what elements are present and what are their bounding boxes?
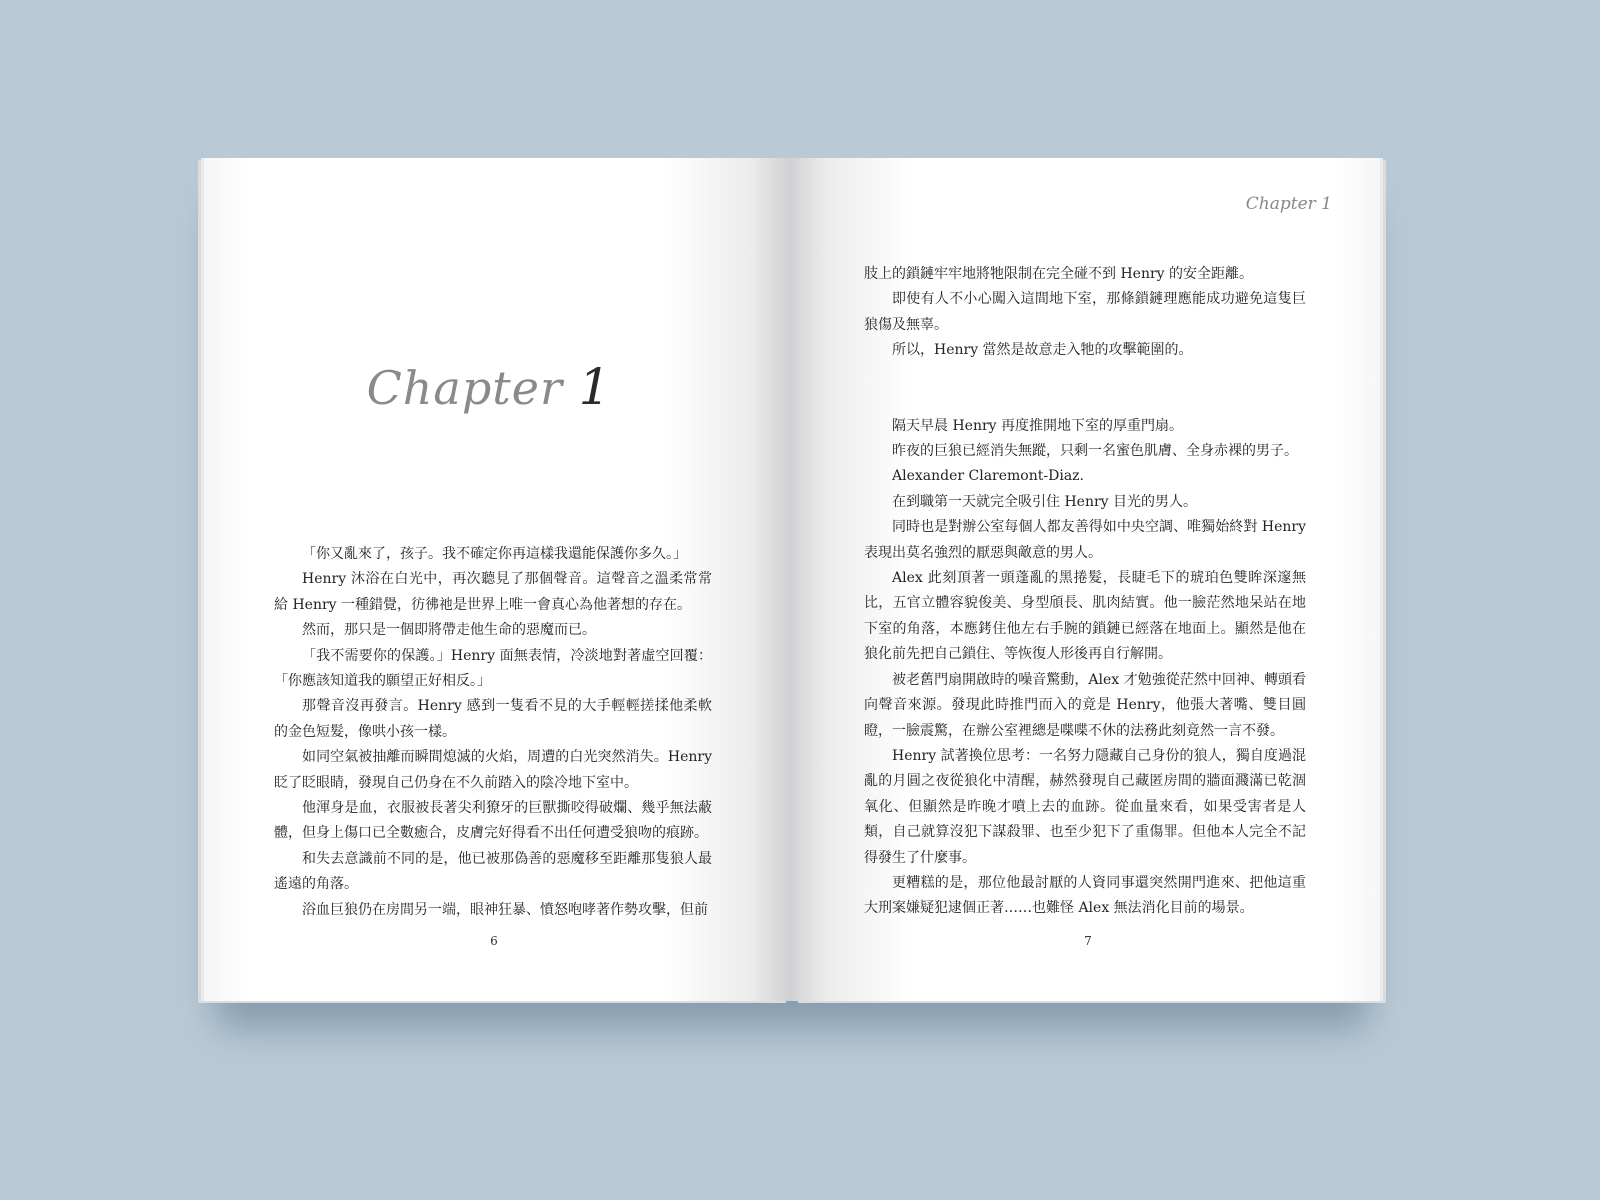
paragraph: 如同空氣被抽離而瞬間熄滅的火焰，周遭的白光突然消失。Henry 眨了眨眼睛，發現自己仍身在不久前踏入的陰冷地下室中。 [274,749,712,791]
paragraph: Henry 試著換位思考：一名努力隱藏自己身份的狼人，獨自度過混亂的月圓之夜從狼化中清醒，赫然發現自己藏匿房間的牆面濺滿已乾涸氧化、但顯然是昨晚才噴上去的血跡。從血量來看，如果受害者是人類，自己就算沒犯下謀殺罪、也至少犯下了重傷罪。但他本人完全不記得發生了什麼事。 [864,747,1306,866]
running-head: Chapter 1 [1245,194,1332,214]
paragraph: 同時也是對辦公室每個人都友善得如中央空調、唯獨始終對 Henry 表現出莫名強烈的厭惡與敵意的男人。 [864,519,1306,561]
paragraph: 在到職第一天就完全吸引住 Henry 目光的男人。 [892,493,1198,510]
paragraph: Alex 此刻頂著一頭蓬亂的黑捲髮，長睫毛下的琥珀色雙眸深邃無比，五官立體容貌俊美、身型頎長、肌肉結實。他一臉茫然地呆站在地下室的角落，本應銬住他左右手腕的鎖鏈已經落在地面上。顯然是他在狼化前先把自己鎖住、等恢復人形後再自行解開。 [864,570,1306,663]
chapter-number: 1 [578,358,612,416]
right-page-body [864,262,1306,922]
page-number-right: 7 [1084,934,1092,948]
paragraph: 昨夜的巨狼已經消失無蹤，只剩一名蜜色肌膚、全身赤裸的男子。 [892,443,1298,460]
paragraph: 「我不需要你的保護。」Henry 面無表情，冷淡地對著虛空回覆：「你應該知道我的願望正好相反。」 [274,647,712,690]
paragraph: Henry 沐浴在白光中，再次聽見了那個聲音。這聲音之溫柔常常給 Henry 一種錯覺，彷彿祂是世界上唯一會真心為他著想的存在。 [274,571,712,613]
left-page-body [274,542,712,923]
paragraph: 即使有人不小心闖入這間地下室，那條鎖鏈理應能成功避免這隻巨狼傷及無辜。 [864,291,1306,333]
paragraph: 更糟糕的是，那位他最討厭的人資同事還突然開門進來、把他這重大刑案嫌疑犯逮個正著……也難怪 Alex 無法消化目前的場景。 [864,874,1306,917]
chapter-title [204,358,774,416]
paragraph: 他渾身是血，衣服被長著尖利獠牙的巨獸撕咬得破爛、幾乎無法蔽體，但身上傷口已全數癒合，皮膚完好得看不出任何遭受狼吻的痕跡。 [274,800,712,842]
left-page [204,158,792,1001]
open-book [204,158,1380,1001]
paragraph: 「你又亂來了，孩子。我不確定你再這樣我還能保護你多久。」 [302,546,687,562]
paragraph: Alexander Claremont-Diaz. [892,468,1084,485]
paragraph: 然而，那只是一個即將帶走他生命的惡魔而已。 [302,622,596,639]
paragraph: 肢上的鎖鏈牢牢地將牠限制在完全碰不到 Henry 的安全距離。 [864,266,1254,282]
paragraph: 那聲音沒再發言。Henry 感到一隻看不見的大手輕輕搓揉他柔軟的金色短髮，像哄小孩一樣。 [274,698,712,740]
paragraph: 浴血巨狼仍在房間另一端，眼神狂暴、憤怒咆哮著作勢攻擊，但前 [302,901,708,918]
paragraph: 和失去意識前不同的是，他已被那偽善的惡魔移至距離那隻狼人最遙遠的角落。 [274,850,712,893]
chapter-word: Chapter [366,361,563,415]
right-page [792,158,1380,1001]
paragraph: 所以，Henry 當然是故意走入牠的攻擊範圍的。 [892,342,1193,359]
paragraph: 被老舊門扇開啟時的噪音驚動，Alex 才勉強從茫然中回神、轉頭看向聲音來源。發現此時推門而入的竟是 Henry，他張大著嘴、雙目圓瞪，一臉震驚，在辦公室裡總是喋喋不休的法務此刻竟然一言不發。 [864,671,1306,739]
page-number-left: 6 [490,934,498,948]
section-break [864,364,1306,414]
paragraph: 隔天早晨 Henry 再度推開地下室的厚重門扇。 [892,417,1184,434]
